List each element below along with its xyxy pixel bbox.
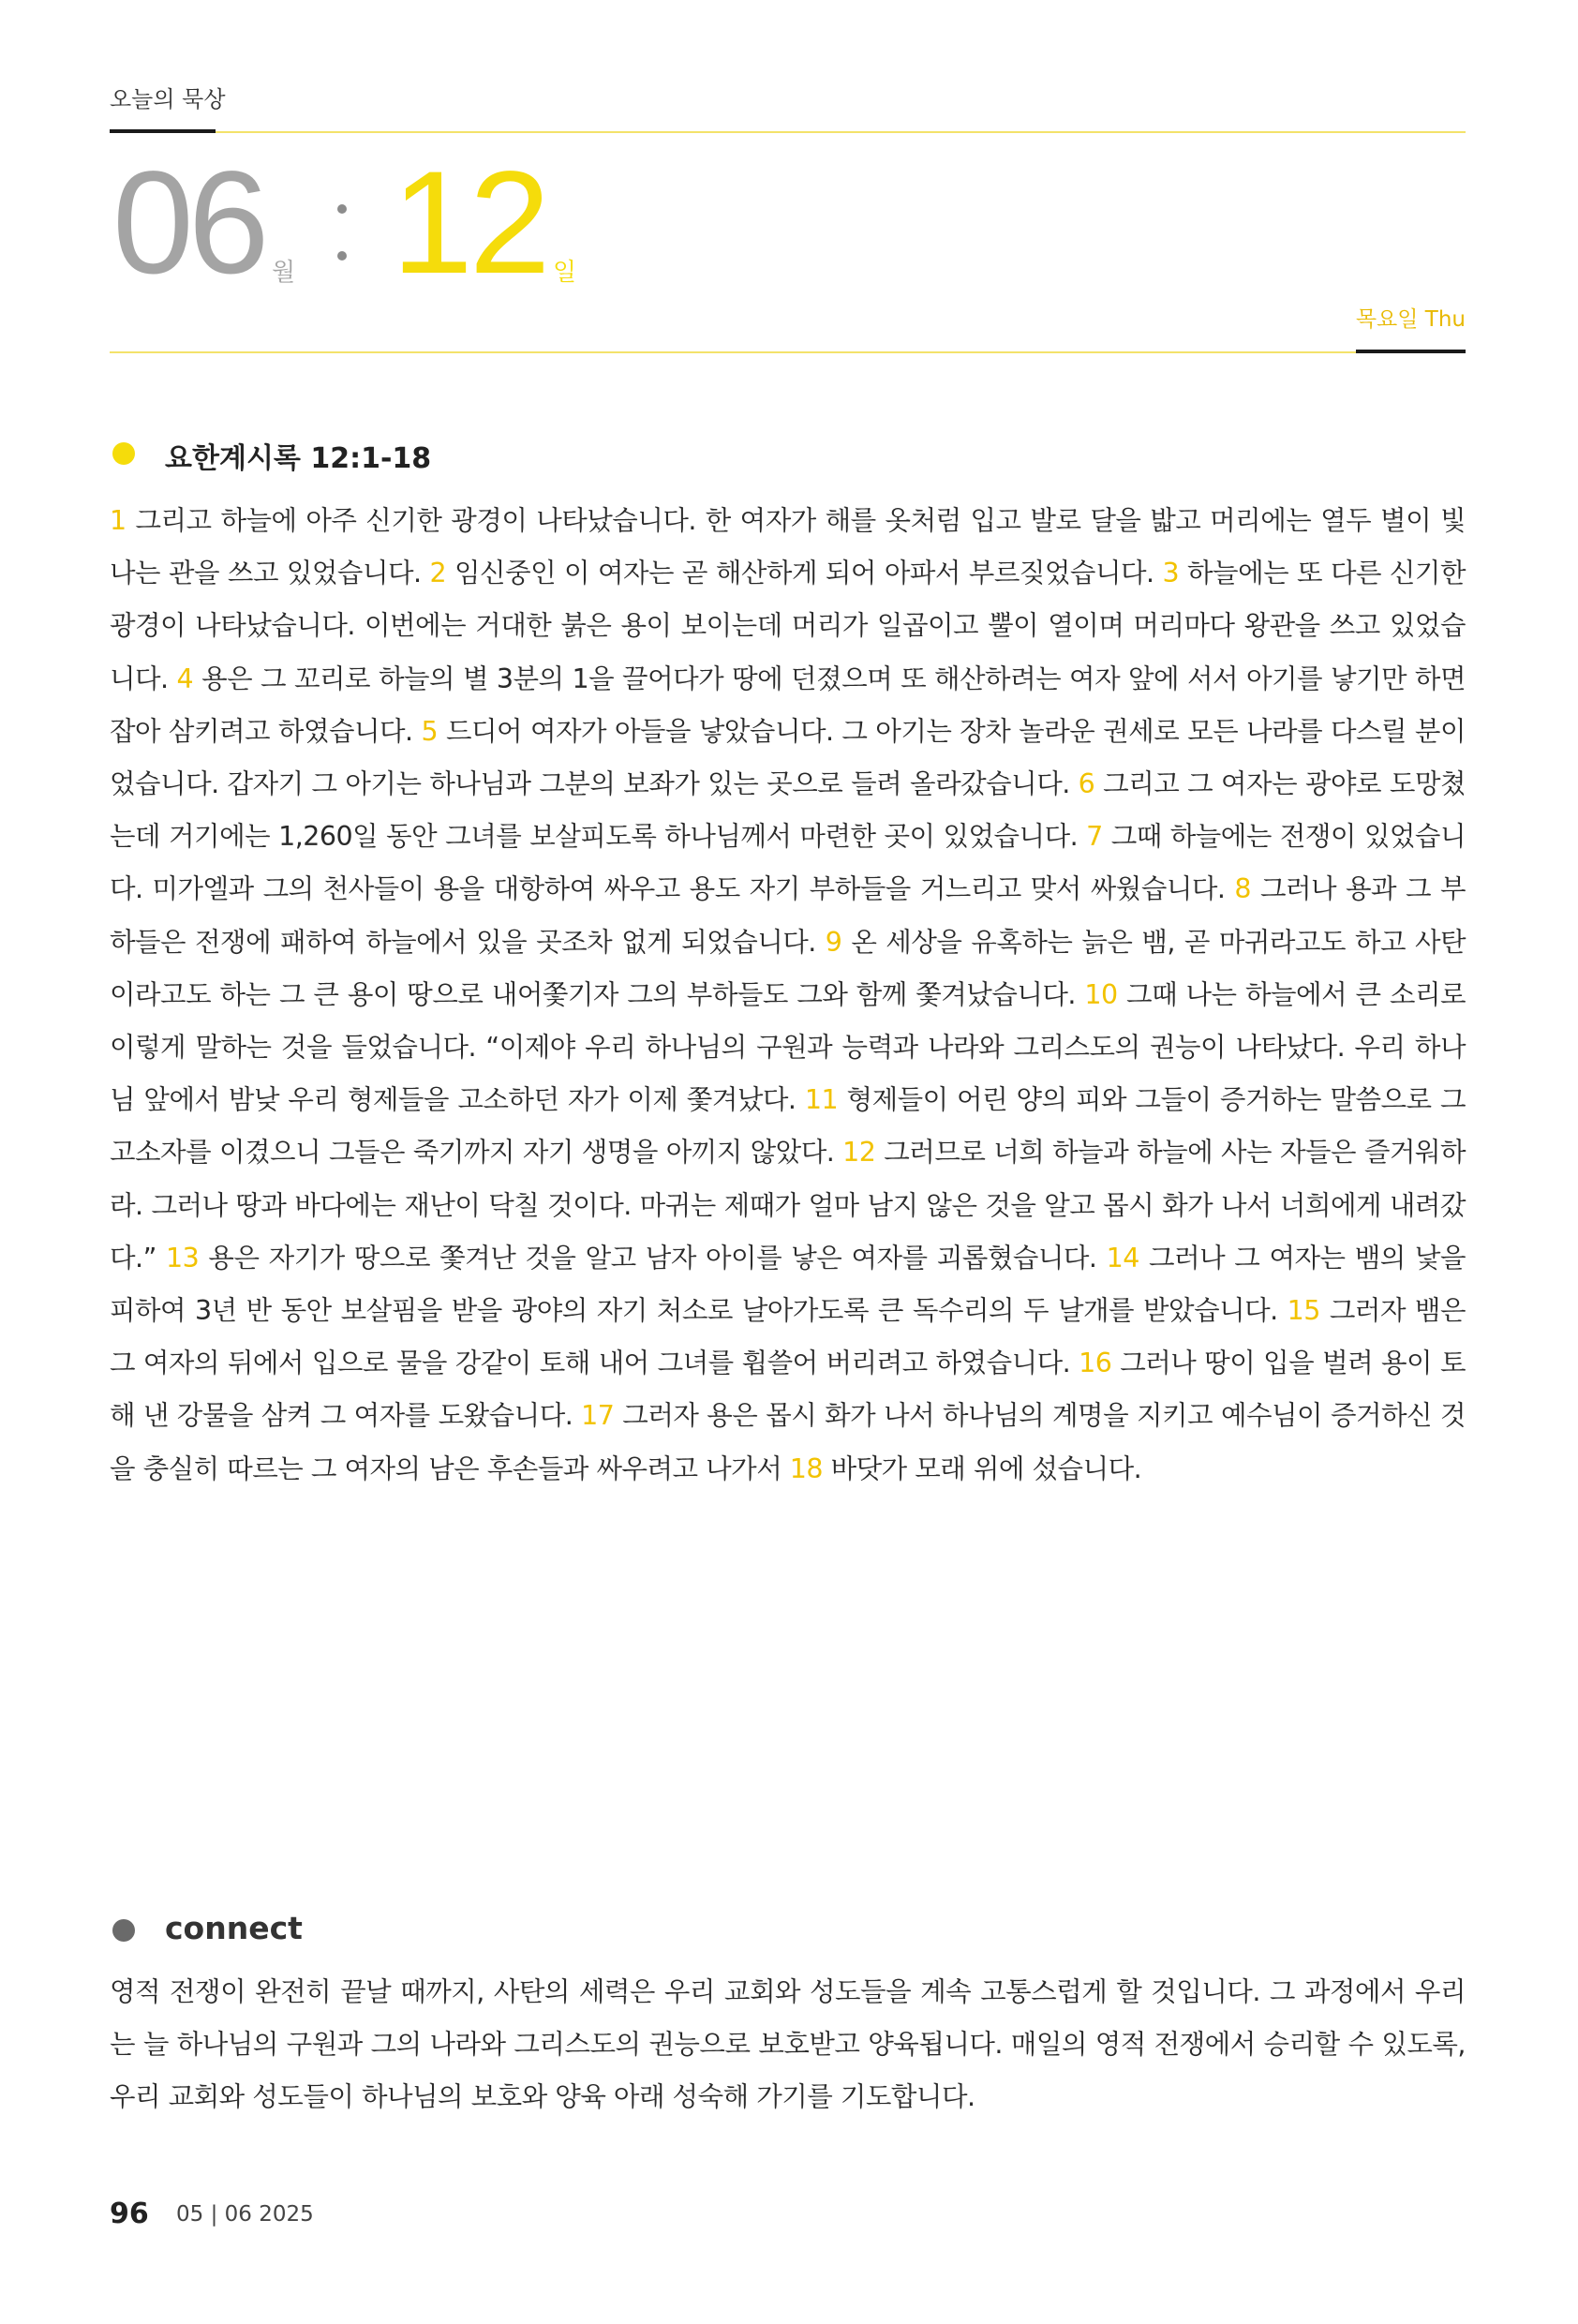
verse-text: 임신중인 이 여자는 곧 해산하게 되어 아파서 부르짖었습니다. xyxy=(446,558,1163,589)
date-rule-dark xyxy=(1356,350,1466,353)
scripture-reference: 요한계시록 12:1-18 xyxy=(165,442,432,475)
verse-number: 7 xyxy=(1086,821,1103,853)
section-label: 오늘의 묵상 xyxy=(110,86,226,112)
connect-title: connect xyxy=(165,1910,303,1946)
verse-text: 용은 자기가 땅으로 쫓겨난 것을 알고 남자 아이를 낳은 여자를 괴롭혔습니다. xyxy=(199,1242,1107,1274)
verse-number: 10 xyxy=(1084,978,1118,1010)
verse-number: 13 xyxy=(166,1242,200,1274)
verse-number: 5 xyxy=(421,715,439,747)
issue-date: 05 | 06 2025 xyxy=(176,2202,314,2227)
header-rule-yellow xyxy=(216,131,1466,133)
verse-text: 용은 그 꼬리로 하늘의 별 3분의 1을 끌어다가 땅에 던졌으며 또 해산하려는 여자 앞에 서서 아기를 낳기만 하면 잡아 삼키려고 하였습니다. xyxy=(110,663,1466,747)
verse-text: 그러므로 너희 하늘과 하늘에 사는 자들은 즐거워하라. 그러나 땅과 바다에는 재난이 닥칠 것이다. 마귀는 제때가 얼마 남지 않은 것을 알고 몹시 화가 나서 너희에게 내려갔다.” xyxy=(110,1137,1466,1274)
verse-text: 그러자 뱀은 그 여자의 뒤에서 입으로 물을 강같이 토해 내어 그녀를 휩쓸어 버리려고 하였습니다. xyxy=(110,1295,1466,1379)
verse-number: 12 xyxy=(842,1137,876,1169)
day-number: 12 xyxy=(392,142,547,305)
verse-text: 그리고 하늘에 아주 신기한 광경이 나타났습니다. 한 여자가 해를 옷처럼 입고 발로 달을 밟고 머리에는 열두 별이 빛나는 관을 쓰고 있었습니다. xyxy=(110,505,1466,589)
verse-number: 17 xyxy=(581,1400,615,1432)
verse-number: 11 xyxy=(804,1084,839,1116)
verse-text: 그러나 용과 그 부하들은 전쟁에 패하여 하늘에서 있을 곳조차 없게 되었습니다. xyxy=(110,873,1466,958)
date-separator xyxy=(337,195,347,270)
verse-text: 그리고 그 여자는 광야로 도망쳤는데 거기에는 1,260일 동안 그녀를 보살피도록 하나님께서 마련한 곳이 있었습니다. xyxy=(110,768,1466,853)
verse-number: 6 xyxy=(1078,768,1095,800)
month-unit: 월 xyxy=(272,259,296,287)
verse-text: 드디어 여자가 아들을 낳았습니다. 그 아기는 장차 놀라운 권세로 모든 나라를 다스릴 분이었습니다. 갑자기 그 아기는 하나님과 그분의 보좌가 있는 곳으로 들려 올라갔습니다. xyxy=(110,715,1466,800)
verse-text: 하늘에는 또 다른 신기한 광경이 나타났습니다. 이번에는 거대한 붉은 용이 보이는데 머리가 일곱이고 뿔이 열이며 머리마다 왕관을 쓰고 있었습니다. xyxy=(110,558,1466,694)
verse-number: 4 xyxy=(176,663,194,694)
scripture-text xyxy=(110,495,1466,1496)
verse-number: 18 xyxy=(789,1452,824,1484)
verse-text: 그러나 땅이 입을 벌려 용이 토해 낸 강물을 삼켜 그 여자를 도왔습니다. xyxy=(110,1348,1466,1432)
connect-bullet-icon xyxy=(112,1919,135,1942)
connect-text: 영적 전쟁이 완전히 끝날 때까지, 사탄의 세력은 우리 교회와 성도들을 계속 고통스럽게 할 것입니다. 그 과정에서 우리는 늘 하나님의 구원과 그의 나라와 그리스도의 권능으로 보호받고 양육됩니다. 매일의 영적 전쟁에서 승리할 수 있도록, 우리 교회와 성도들이 하나님의 보호와 양육 아래 성숙해 가기를 기도합니다. xyxy=(110,1976,1466,2112)
verse-number: 2 xyxy=(429,558,447,589)
verse-number: 15 xyxy=(1287,1295,1320,1327)
date-rule-yellow xyxy=(110,351,1356,353)
month-number: 06 xyxy=(112,142,264,305)
reference-bullet-icon xyxy=(112,442,135,465)
verse-text: 그때 나는 하늘에서 큰 소리로 이렇게 말하는 것을 들었습니다. “이제야 우리 하나님의 구원과 능력과 나라와 그리스도의 권능이 나타났다. 우리 하나님 앞에서 밤낮 우리 형제들을 고소하던 자가 이제 쫓겨났다. xyxy=(110,978,1466,1116)
verse-text: 그때 하늘에는 전쟁이 있었습니다. 미가엘과 그의 천사들이 용을 대항하여 싸우고 용도 자기 부하들을 거느리고 맞서 싸웠습니다. xyxy=(110,821,1466,905)
verse-number: 9 xyxy=(825,926,842,958)
verse-number: 14 xyxy=(1106,1242,1139,1274)
verse-number: 1 xyxy=(110,505,127,536)
verse-number: 3 xyxy=(1162,558,1180,589)
verse-text: 그러자 용은 몹시 화가 나서 하나님의 계명을 지키고 예수님이 증거하신 것을 충실히 따르는 그 여자의 남은 후손들과 싸우려고 나가서 xyxy=(110,1400,1466,1484)
verse-text: 온 세상을 유혹하는 늙은 뱀, 곧 마귀라고도 하고 사탄이라고도 하는 그 큰 용이 땅으로 내어쫓기자 그의 부하들도 그와 함께 쫓겨났습니다. xyxy=(110,926,1466,1010)
day-unit: 일 xyxy=(553,259,577,287)
weekday: 목요일 Thu xyxy=(1355,307,1466,332)
verse-text: 형제들이 어린 양의 피와 그들이 증거하는 말씀으로 그 고소자를 이겼으니 그들은 죽기까지 자기 생명을 아끼지 않았다. xyxy=(110,1084,1466,1169)
verse-number: 8 xyxy=(1234,873,1252,905)
verse-text: 그러나 그 여자는 뱀의 낯을 피하여 3년 반 동안 보살핌을 받을 광야의 자기 처소로 날아가도록 큰 독수리의 두 날개를 받았습니다. xyxy=(110,1242,1466,1327)
verse-text: 바닷가 모래 위에 섰습니다. xyxy=(823,1452,1142,1484)
header-rule-dark xyxy=(110,129,216,133)
verse-number: 16 xyxy=(1079,1348,1112,1379)
page-number: 96 xyxy=(110,2197,149,2230)
